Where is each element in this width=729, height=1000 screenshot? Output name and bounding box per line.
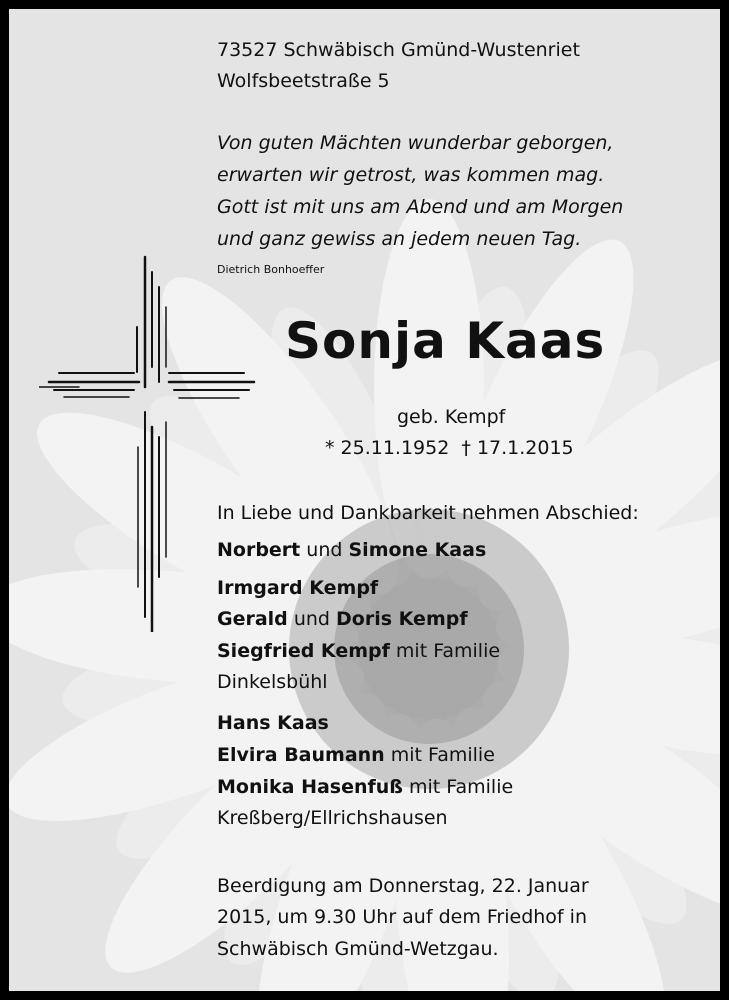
poem-line: erwarten wir getrost, was kommen mag. [217,164,605,186]
funeral-line: Schwäbisch Gmünd-Wetzgau. [217,938,499,960]
mourner-name: Elvira Baumann [217,744,385,766]
address-line-1: 73527 Schwäbisch Gmünd-Wustenriet [217,39,580,61]
mourner-line [217,538,486,562]
deceased-name: Sonja Kaas [285,312,606,370]
funeral-line: 2015, um 9.30 Uhr auf dem Friedhof in [217,906,587,928]
mourner-line [217,775,513,799]
poem-line: und ganz gewiss an jedem neuen Tag. [217,228,582,250]
mourner-place: Dinkelsbühl [217,671,328,693]
mourner-connector: und [300,539,349,561]
mourner-name: Gerald [217,608,288,630]
mourners-intro: In Liebe und Dankbarkeit nehmen Abschied: [217,502,639,524]
mourner-name: Simone Kaas [348,539,487,561]
mourner-line [217,711,329,735]
poem-line: Von guten Mächten wunderbar geborgen, [217,132,614,154]
mourner-connector: und [287,608,337,630]
birth-name: geb. Kempf [397,406,506,428]
mourner-place: Kreßberg/Ellrichshausen [217,807,448,829]
funeral-line: Beerdigung am Donnerstag, 22. Januar [217,875,589,897]
mourner-suffix: mit Familie [402,776,514,798]
poem-line: Gott ist mit uns am Abend und am Morgen [217,196,624,218]
mourner-name: Doris Kempf [336,608,468,630]
mourner-line [217,607,468,631]
mourner-name: Irmgard Kempf [217,577,379,599]
mourner-suffix: mit Familie [389,640,501,662]
mourner-name: Hans Kaas [217,712,329,734]
mourner-name: Norbert [217,539,301,561]
mourner-line [217,743,495,767]
mourner-line [217,576,378,600]
mourner-name: Siegfried Kempf [217,640,390,662]
mourner-name: Monika Hasenfuß [217,776,403,798]
poem-author: Dietrich Bonhoeffer [217,263,325,276]
address-line-2: Wolfsbeetstraße 5 [217,70,390,92]
life-dates: * 25.11.1952 † 17.1.2015 [325,437,574,459]
mourner-suffix: mit Familie [384,744,495,766]
mourner-line [217,639,500,663]
